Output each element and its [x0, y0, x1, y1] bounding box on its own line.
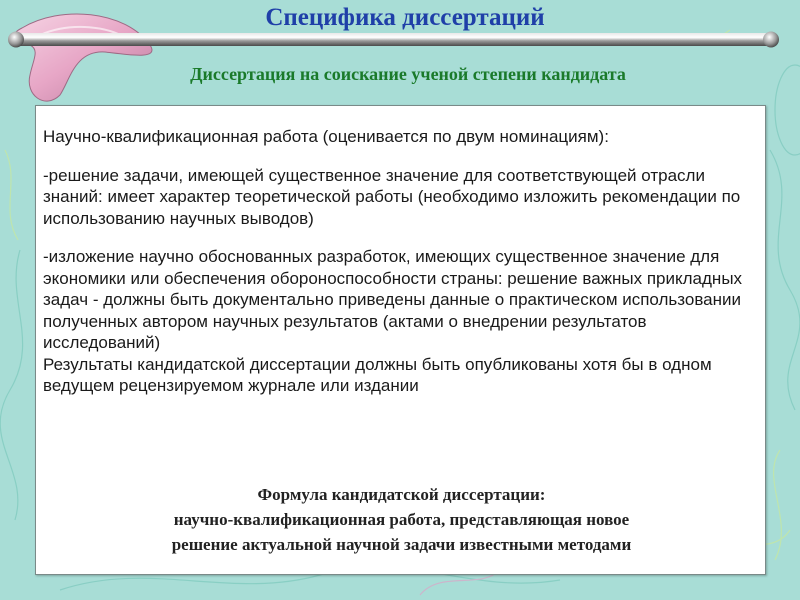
page-subtitle: Диссертация на соискание ученой степени кандидата	[190, 64, 626, 84]
formula-heading: Формула кандидатской диссертации:	[257, 485, 546, 504]
formula-block	[36, 482, 767, 557]
formula-line-2: решение актуальной научной задачи известными методами	[171, 535, 632, 554]
item-2-paragraph: -изложение научно обоснованных разработок, имеющих существенное значение для экономики или обеспечения обороноспособности страны: решение важных прикладных задач - должны быть документально приведены данные о практическом использовании полученных автором научных результатов (актами о внедрении результатов исследований)	[43, 247, 743, 352]
content-box	[35, 105, 766, 575]
intro-paragraph: Научно-квалификационная работа (оценивается по двум номинациям):	[43, 127, 609, 146]
item-3-paragraph: Результаты кандидатской диссертации должны быть опубликованы хотя бы в одном ведущем рецензируемом журнале или издании	[43, 354, 712, 395]
item-1-paragraph: -решение задачи, имеющей существенное значение для соответствующей отрасли знаний: имеет характер теоретической работы (необходимо изложить рекомендации по использованию научных выводов)	[43, 165, 741, 228]
formula-line-1: научно-квалификационная работа, представляющая новое	[173, 510, 630, 529]
page-title: Специфика диссертаций	[265, 4, 545, 31]
body-text	[43, 126, 758, 397]
